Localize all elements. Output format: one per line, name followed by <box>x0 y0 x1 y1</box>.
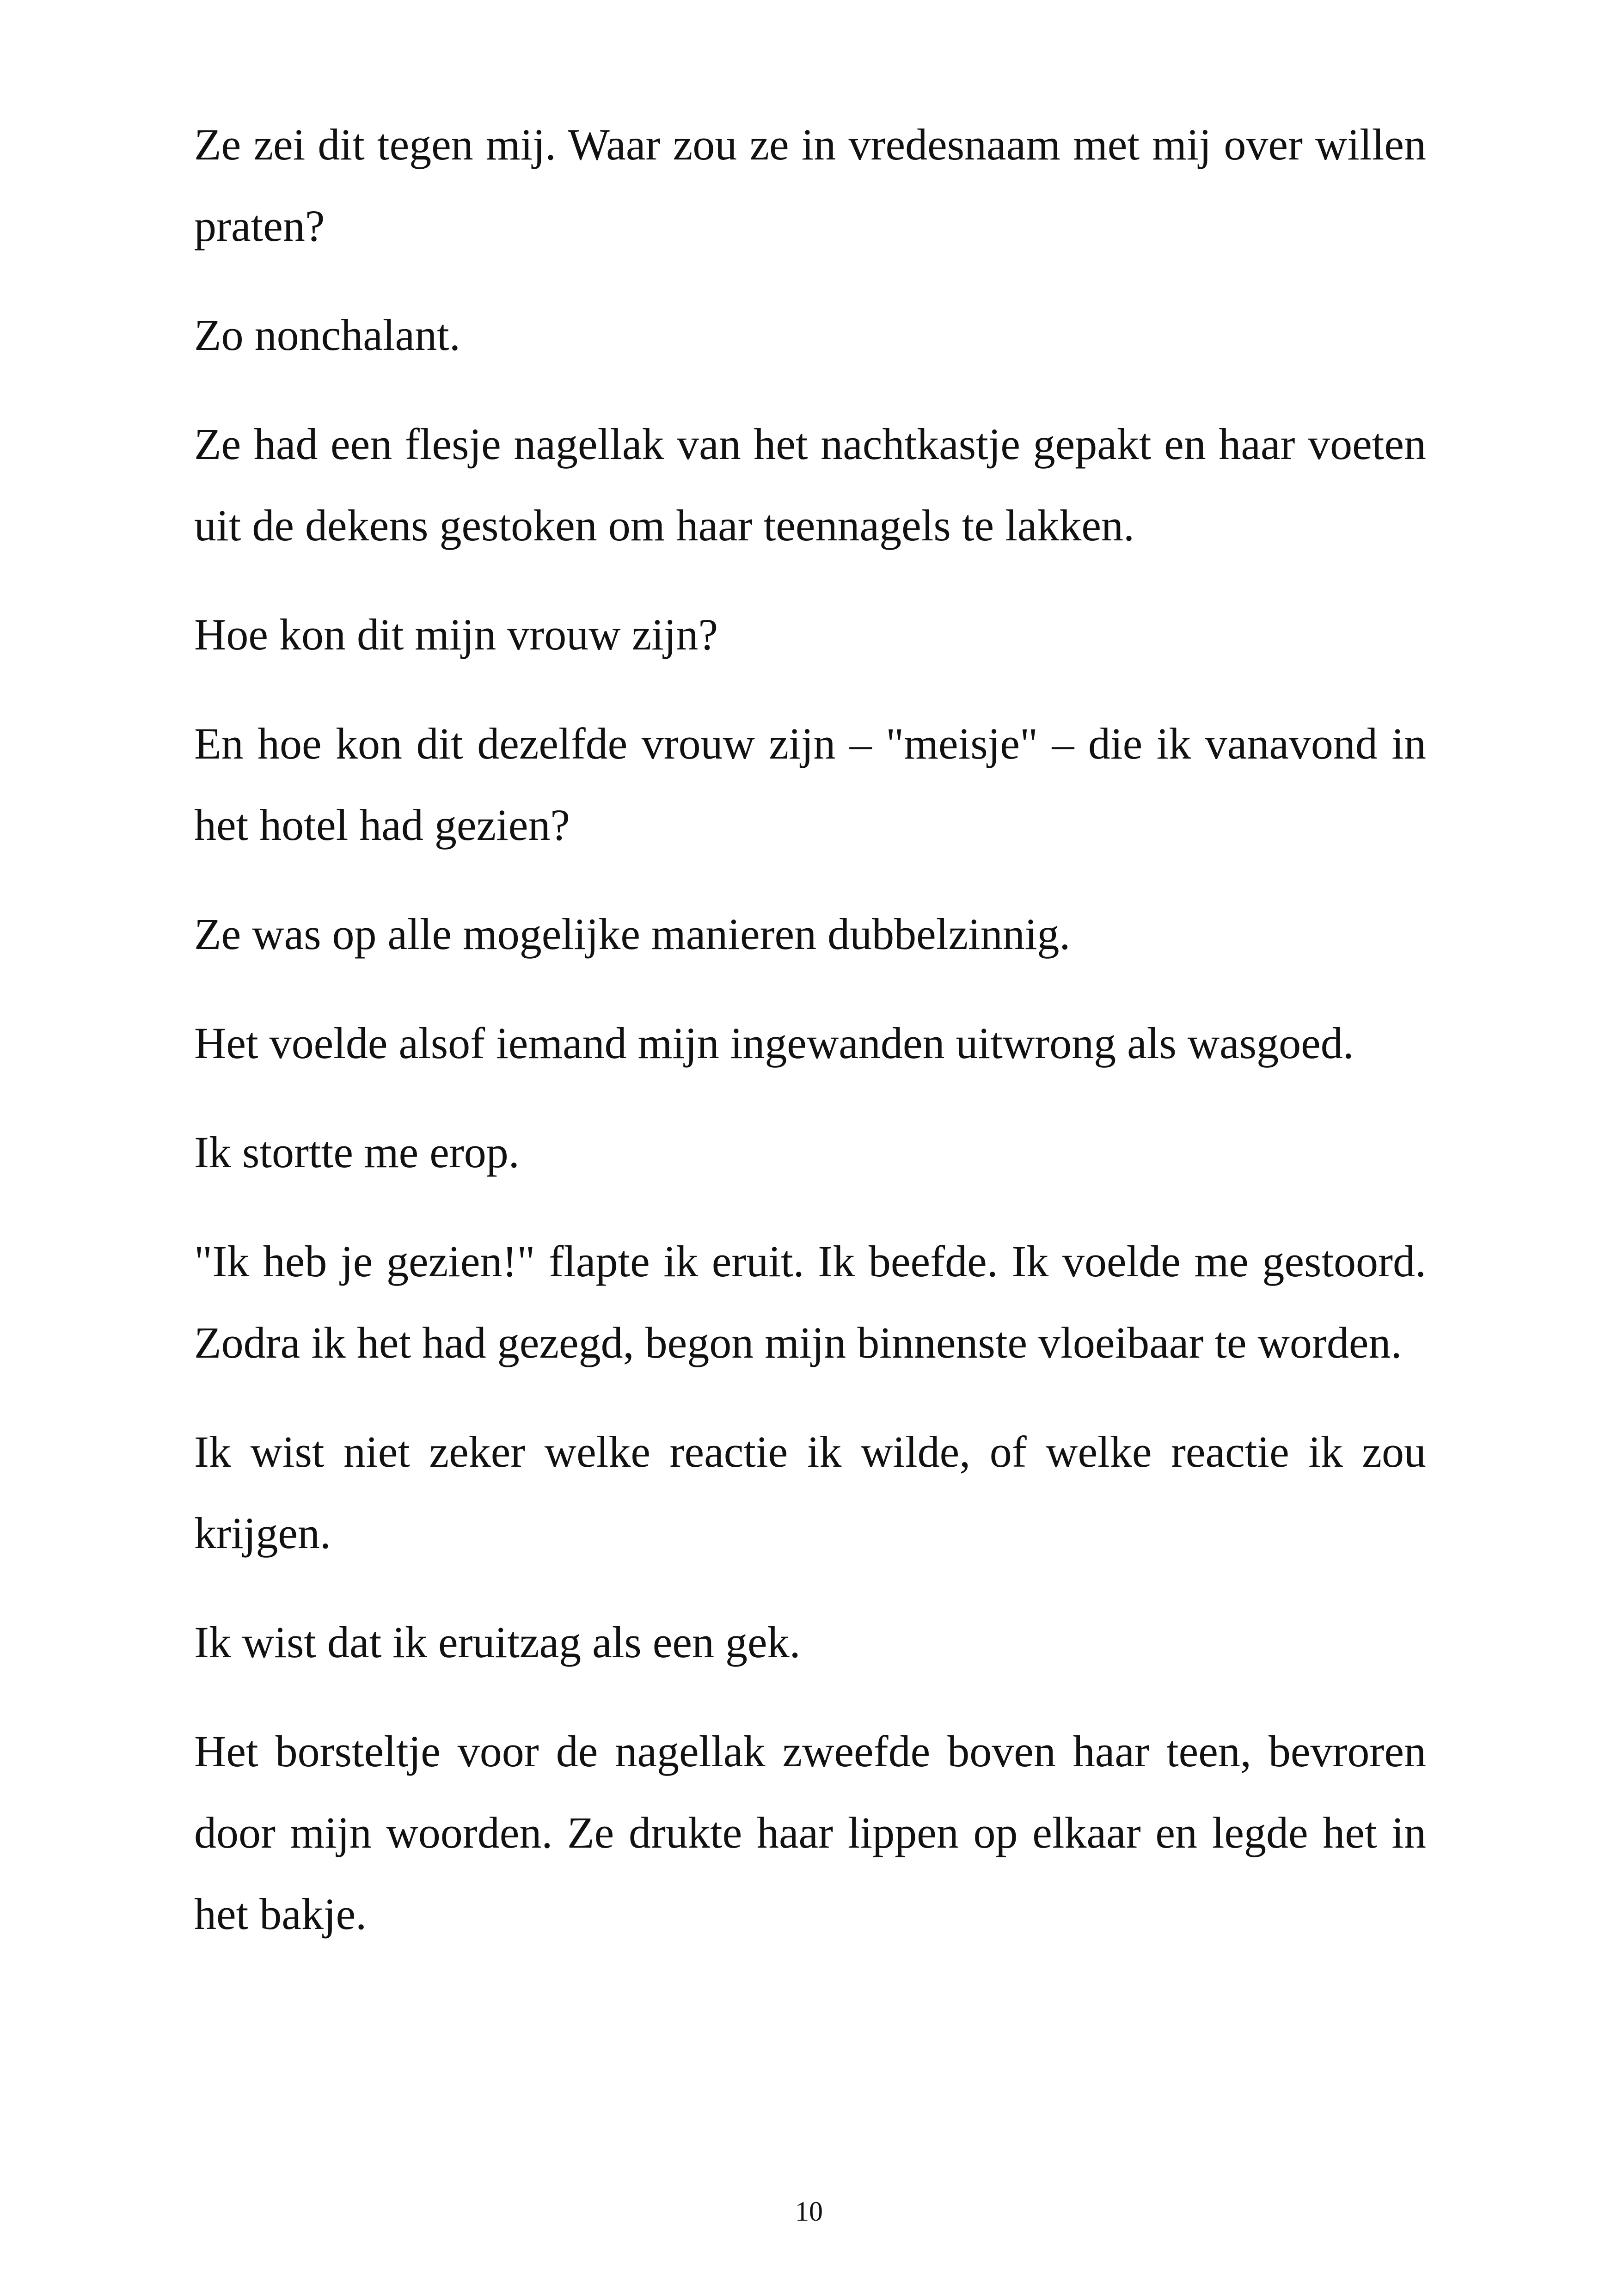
paragraph: Het borsteltje voor de nagellak zweefde boven haar teen, bevroren door mijn woorden. Ze drukte haar lippen op elkaar en legde het in het bakje. <box>194 1727 1426 1939</box>
page-text-body <box>194 104 1426 1983</box>
paragraph: Ik wist dat ik eruitzag als een gek. <box>194 1617 801 1667</box>
page-number: 10 <box>795 2196 823 2227</box>
paragraph: Het voelde alsof iemand mijn ingewanden uitwrong als wasgoed. <box>194 1018 1354 1068</box>
paragraph: Ze zei dit tegen mij. Waar zou ze in vredesnaam met mij over willen praten? <box>194 120 1426 251</box>
paragraph: En hoe kon dit dezelfde vrouw zijn – "meisje" – die ik vanavond in het hotel had gezien? <box>194 719 1426 850</box>
paragraph: Ik stortte me erop. <box>194 1127 520 1177</box>
paragraph: Zo nonchalant. <box>194 310 460 360</box>
paragraph: "Ik heb je gezien!" flapte ik eruit. Ik beefde. Ik voelde me gestoord. Zodra ik het had gezegd, begon mijn binnenste vloeibaar te worden. <box>194 1237 1426 1367</box>
paragraph: Ze was op alle mogelijke manieren dubbelzinnig. <box>194 909 1071 959</box>
paragraph: Hoe kon dit mijn vrouw zijn? <box>194 610 718 659</box>
paragraph: Ik wist niet zeker welke reactie ik wilde, of welke reactie ik zou krijgen. <box>194 1427 1426 1558</box>
paragraph: Ze had een flesje nagellak van het nachtkastje gepakt en haar voeten uit de dekens gestoken om haar teennagels te lakken. <box>194 419 1426 550</box>
